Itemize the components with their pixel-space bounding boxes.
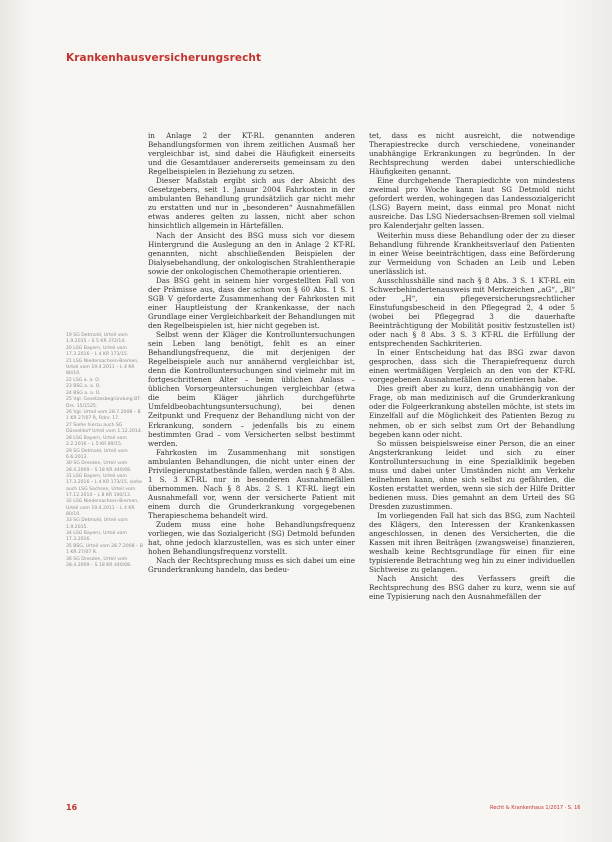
margin-note: 24 BSG a. a. O. [66, 390, 101, 396]
paragraph: Fahrkosten im Zusammenhang mit sonstigen ambulanten Behandlungen, die nicht unter einen der Privilegierungstatbestände fallen, werden nach § 8 Abs. 1 S. 3 KT-RL nur in besonderen Ausnahmefällen übernommen. Nach § 8 Abs. 2 S. 1 KT-RL liegt ein Ausnahmefall vor, wenn der versicherte Patient mit einem durch die Grunderkrankung vorgegebenen Therapieschema behandelt wird. [148, 447, 355, 520]
paragraph: Dies greift aber zu kurz, denn unabhängig von der Frage, ob man medizinisch auf die Grunderkrankung oder die Folgeerkrankung abstellen möchte, ist stets im Einzelfall auf die Möglichkeit des Patienten Bezug zu nehmen, ob er sich selbst zum Ort der Behandlung begeben kann oder nicht. [369, 384, 575, 439]
paragraph: Nach der Rechtsprechung muss es sich dabei um eine Grunderkrankung handeln, das bedeu- [148, 556, 355, 575]
margin-note: 36 SG Dresden, Urteil vom 28.4.2009 – S 18 KR 440/08. [66, 556, 132, 568]
journal-reference: Recht & Krankenhaus 1/2017 · S. 16 [490, 805, 581, 811]
paragraph: Zudem muss eine hohe Behandlungsfrequenz vorliegen, wie das Sozialgericht (SG) Detmold befunden hat, ohne jedoch klarzustellen, was es sich unter einer hohen Behandlungsfrequenz vorstellt. [148, 520, 355, 557]
margin-note: 21 LSG Niedersachsen-Bremen, Urteil vom 19.4.2011 – L 4 KR 80/10. [66, 358, 139, 376]
margin-note: 33 SG Detmold, Urteil vom 1.9.2015. [66, 518, 128, 530]
paragraph: in Anlage 2 der KT-RL genannten anderen Behandlungsformen von ihrem zeitlichen Ausmaß her vergleichbar ist, sind dabei die Häufigkeit einerseits und die Gesamtdauer andererseits gemeinsam zu den Regelbeispielen in Beziehung zu setzen. [148, 131, 355, 177]
right-column [369, 131, 575, 601]
margin-note: 19 SG Detmold, Urteil vom 1.9.2015 – S 5 KR 372/14. [66, 333, 128, 345]
margin-notes [66, 333, 144, 570]
margin-note: 32 LSG Niedersachsen-Bremen, Urteil vom 19.4.2011 – L 4 KR 80/10. [66, 499, 139, 517]
paragraph: tet, dass es nicht ausreicht, die notwendige Therapiestrecke durch verschiedene, voneinander unabhängige Erkrankungen zu begründen. In der Rechtsprechung werden dabei unterschiedliche Häufigkeiten genannt. [369, 131, 575, 177]
paragraph: Weiterhin muss diese Behandlung oder der zu dieser Behandlung führende Krankheitsverlauf den Patienten in einer Weise beeinträchtigen, dass eine Beförderung zur Vermeidung von Schaden an Leib und Leben unerlässlich ist. [369, 230, 575, 276]
paragraph: Dieser Maßstab ergibt sich aus der Absicht des Gesetzgebers, seit 1. Januar 2004 Fahrkosten in der ambulanten Behandlung grundsätzlich gar nicht mehr zu erstatten und nur in „besonderen“ Ausnahmefällen etwas anderes gelten zu lassen, nicht aber schon hinsichtlich allgemein in Härtefällen. [148, 176, 355, 231]
paragraph: Das BSG geht in seinem hier vorgestellten Fall von der Prämisse aus, dass der schon von § 60 Abs. 1 S. 1 SGB V geforderte Zusammenhang der Fahrkosten mit einer Hauptleistung der Krankenkasse, der nach Grundlage einer Vergleichbarkeit der Behandlungen mit den Regelbeispielen ist, hier nicht gegeben ist. [148, 275, 355, 330]
paragraph: Im vorliegenden Fall hat sich das BSG, zum Nachteil des Klägers, den Interessen der Krankenkassen angeschlossen, in denen des Versicherten, die die Kassen mit ihren Beiträgen (zwangsweise) finanzieren, weshalb keine Rechtsgrundlage für einen für eine typisierende Betrachtung weg hin zu einer individuellen Sichtweise zu gelangen. [369, 510, 575, 575]
paragraph: Selbst wenn der Kläger die Kontrolluntersuchungen sein Leben lang benötigt, fehlt es an einer Behandlungsfrequenz, die mit derjenigen der Regelbeispiele auch nur annähernd vergleichbar ist, denn die Kontrolluntersuchungen sind vielmehr mit im fortgeschrittenen Alter – beim üblichen Anlass – üblichen Vorsorgeuntersuchungen vergleichbar (etwa die beim Kläger jährlich durchgeführte Umfeldbeobachtungsuntersuchung), bei denen Zeitpunkt und Frequenz der Behandlung nicht von der Erkrankung, sondern – jedenfalls bis zu einem bestimmten Grad – vom Versicherten selbst bestimmt werden. [148, 330, 355, 448]
page-number: 16 [66, 803, 78, 812]
margin-note: 31 LSG Bayern, Urteil vom 17.3.2016 – L 4 KR 173/15, siehe auch LSG Sachsen, Urteil vom 17.12.2014 – L 8 KR 100/13. [66, 474, 142, 498]
left-column [148, 131, 355, 574]
margin-note: 20 LSG Bayern, Urteil vom 17.3.2016 – L 4 KR 173/15. [66, 345, 129, 357]
margin-note: 26 Vgl. Urteil vom 28.7.2008 – B 1 KR 27/07 R, Rdnr. 17. [66, 410, 141, 422]
margin-note: 30 SG Dresden, Urteil vom 28.4.2009 – S 18 KR 440/08. [66, 461, 132, 473]
margin-note: 28 LSG Bayern, Urteil vom 2.2.2016 – L 5 KR 89/15. [66, 435, 127, 447]
paragraph: Nach Ansicht des Verfassers greift die Rechtsprechung des BSG daher zu kurz, wenn sie auf eine Typisierung nach den Ausnahmefällen der [369, 574, 575, 602]
paragraph: Ausschlusshälle sind nach § 8 Abs. 3 S. 1 KT-RL ein Schwerbehindertenausweis mit Merkzeichen „aG“, „Bl“ oder „H“, ein pflegeversicherungsrechtlicher Einstufungsbescheid in den Pflegegrad 2, 4 oder 5 (wobei bei Pflegegrad 3 die dauerhafte Beeinträchtigung der Mobilität positiv festzustellen ist) oder nach § 8 Abs. 3 S. 3 KT-RL die Erfüllung der entsprechenden Sachkriterien. [369, 275, 575, 349]
margin-note: 29 SG Detmold, Urteil vom 6.6.2013. [66, 448, 128, 460]
margin-note: 25 Vgl. Gesetzesbegründung BT-Drs. 15/1525. [66, 397, 142, 409]
margin-note: 23 BSG a. a. O. [66, 384, 101, 390]
margin-note: 27 Siehe hierzu auch SG Düsseldorf Urteil vom 1.12.2014. [66, 422, 143, 435]
paragraph: In einer Entscheidung hat das BSG zwar davon gesprochen, dass sich die Therapiefrequenz durch einen wertmäßigen Vergleich an den von der KT-RL vorgegebenen Ausnahmefällen zu orientieren habe. [369, 348, 575, 385]
margin-note: 34 LSG Bayern, Urteil vom 17.3.2016. [66, 531, 127, 543]
margin-note: 22 LSG a. a. O. [66, 377, 101, 383]
paragraph: Nach der Ansicht des BSG muss sich vor diesem Hintergrund die Auslegung an den in Anlage 2 KT-RL genannten, nicht abschließenden Beispielen der Dialysebehandlung, der onkologischen Strahlentherapie sowie der onkologischen Chemotherapie orientieren. [148, 230, 355, 276]
paragraph: Eine durchgehende Therapiedichte von mindestens zweimal pro Woche kann laut SG Detmold nicht gefordert werden, wohingegen das Landessozialgericht (LSG) Bayern meint, dass einmal pro Monat nicht ausreiche. Das LSG Niedersachsen-Bremen soll vielmal pro Kalenderjahr gelten lassen. [369, 176, 575, 231]
margin-note: 35 BSG, Urteil vom 28.7.2008 – B 1 KR 27/07 R. [66, 543, 143, 556]
section-title: Krankenhausversicherungsrecht [66, 52, 262, 64]
paragraph: So müssen beispielsweise einer Person, die an einer Angsterkrankung leidet und sich zu einer Kontrolluntersuchung in eine Spezialklinik begeben muss und dabei unter Umständen nicht am Verkehr teilnehmen kann, ohne sich selbst zu gefährden, die Kosten erstattet werden, wenn sie sich der Hilfe Dritter bedienen muss. Dies gemahnt an dem Urteil des SG Dresden zuzustimmen. [369, 438, 575, 511]
